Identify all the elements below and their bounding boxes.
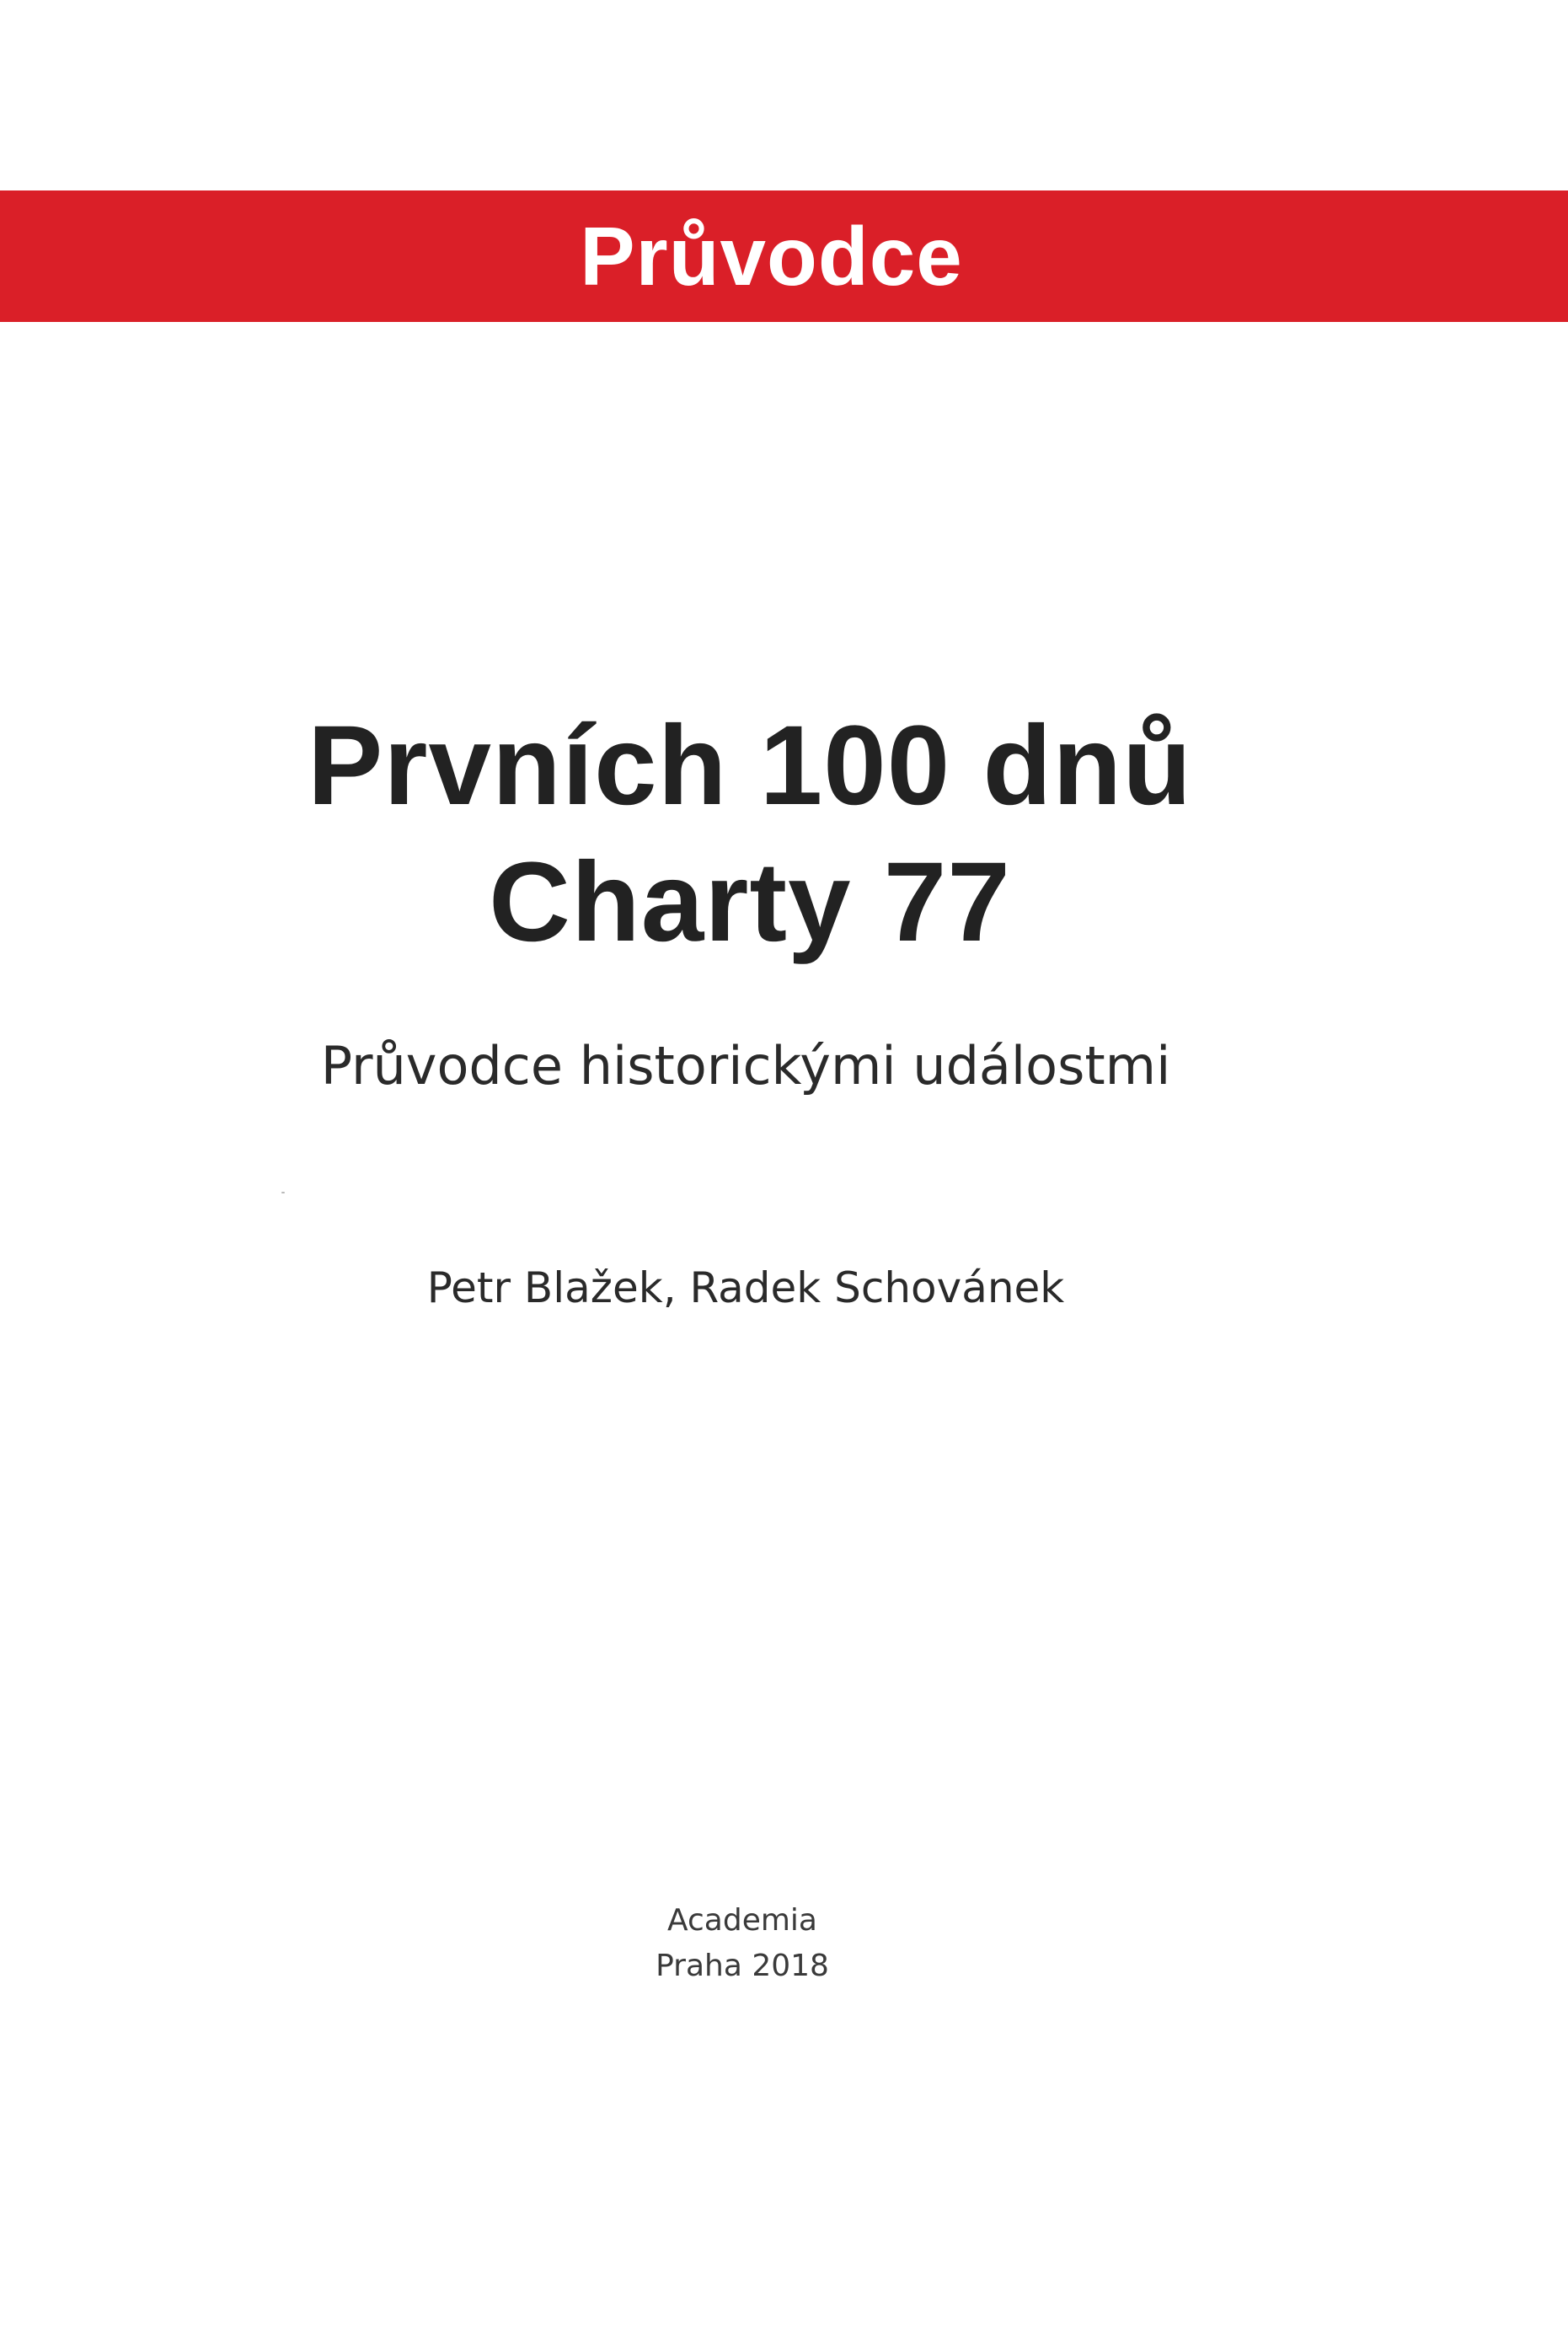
book-subtitle: Průvodce historickými událostmi — [320, 1035, 1171, 1097]
book-title — [0, 698, 1500, 971]
book-title-line-2: Charty 77 — [489, 839, 1011, 965]
book-title-line-1: Prvních 100 dnů — [307, 703, 1193, 828]
scan-speck — [281, 1192, 285, 1193]
place-year: Praha 2018 — [656, 1949, 829, 1983]
series-band — [0, 190, 1568, 322]
publisher: Academia — [667, 1903, 817, 1938]
series-label: Průvodce — [580, 210, 963, 303]
authors: Petr Blažek, Radek Schovánek — [426, 1263, 1065, 1312]
imprint — [0, 1898, 1485, 1989]
